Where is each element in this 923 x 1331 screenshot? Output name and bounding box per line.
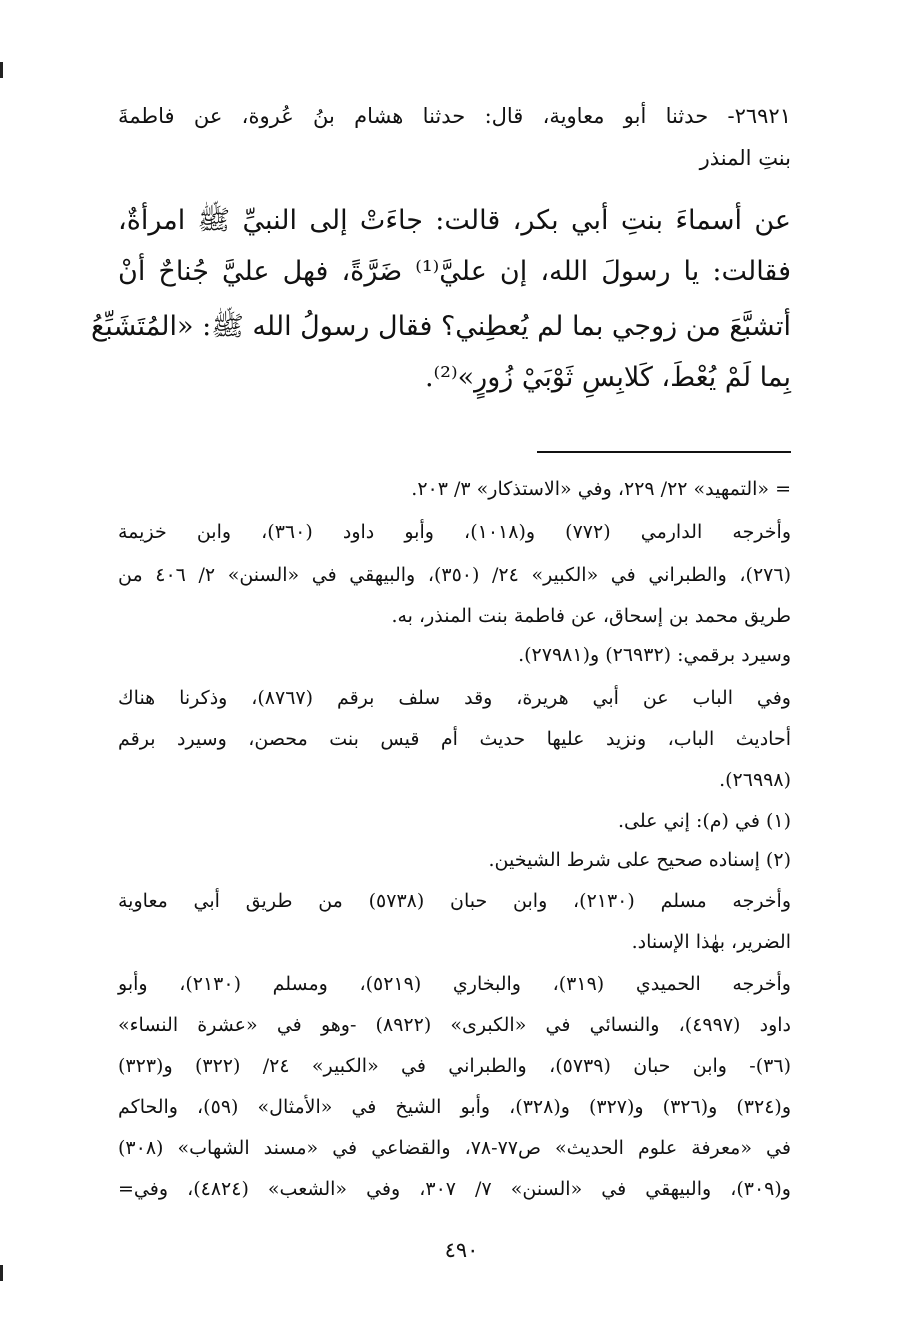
footnote-line: وأخرجه مسلم (٢١٣٠)، وابن حبان (٥٧٣٨) من طريق أبي معاوية	[118, 890, 792, 912]
footnote-line: الضرير، بهٰذا الإسناد.	[631, 931, 791, 953]
footnote-line: وفي الباب عن أبي هريرة، وقد سلف برقم (٨٧٦٧)، وذكرنا هناك	[118, 687, 791, 709]
footnote-line: داود (٤٩٩٧)، والنسائي في «الكبرى» (٨٩٢٢) -وهو في «عشرة النساء»	[118, 1014, 792, 1036]
footnote-line: (٣٦)- وابن حبان (٥٧٣٩)، والطبراني في «الكبير» ٢٤/ (٣٢٢) و(٣٢٣)	[118, 1055, 791, 1077]
footnote-line: أحاديث الباب، ونزيد عليها حديث أم قيس بنت محصن، وسيرد برقم	[118, 728, 791, 750]
footnote-line: = «التمهيد» ٢٢/ ٢٢٩، وفي «الاستذكار» ٣/ ٢٠٣.	[411, 478, 791, 500]
footnote-line: (٢٦٩٩٨).	[719, 769, 791, 791]
footnote-line: وأخرجه الدارمي (٧٧٢) و(١٠١٨)، وأبو داود (٣٦٠)، وابن خزيمة	[118, 521, 791, 543]
footnote-1: (١) في (م): إني على.	[617, 810, 791, 832]
hadith-header-line-1: ٢٦٩٢١- حدثنا أبو معاوية، قال: حدثنا هشام بنُ عُروة، عن فاطمةَ	[118, 104, 791, 128]
footnote-separator	[537, 451, 791, 453]
hadith-matn-line-2: فقالت: يا رسولَ الله، إن عليَّ⁽¹⁾ ضَرَّةً، فهل عليَّ جُناحٌ أنْ	[118, 256, 791, 287]
hadith-header-line-2: بنتِ المنذر	[699, 146, 791, 170]
hadith-matn-line-1: عن أسماءَ بنتِ أبي بكر، قالت: جاءَتْ إلى النبيِّ ﷺ امرأةٌ،	[118, 205, 791, 236]
footnote-line: طريق محمد بن إسحاق، عن فاطمة بنت المنذر، به.	[391, 605, 791, 627]
footnote-line: (٢٧٦)، والطبراني في «الكبير» ٢٤/ (٣٥٠)، والبيهقي في «السنن» ٢/ ٤٠٦ من	[118, 564, 791, 586]
footnote-line: وأخرجه الحميدي (٣١٩)، والبخاري (٥٢١٩)، ومسلم (٢١٣٠)، وأبو	[118, 973, 791, 995]
hadith-matn-line-4: بِما لَمْ يُعْطَ، كَلابِسِ ثَوْبَيْ زُورٍ»⁽²⁾.	[424, 362, 791, 393]
footnote-2: (٢) إسناده صحيح على شرط الشيخين.	[488, 849, 791, 871]
page-number: ٤٩٠	[444, 1238, 479, 1262]
footnote-line: و(٣٠٩)، والبيهقي في «السنن» ٧/ ٣٠٧، وفي «الشعب» (٤٨٢٤)، وفي=	[118, 1178, 791, 1200]
footnote-line: وسيرد برقمي: (٢٦٩٣٢) و(٢٧٩٨١).	[518, 644, 791, 666]
footnote-line: في «معرفة علوم الحديث» ص٧٧-٧٨، والقضاعي في «مسند الشهاب» (٣٠٨)	[118, 1137, 791, 1159]
footnote-line: و(٣٢٤) و(٣٢٦) و(٣٢٧) و(٣٢٨)، وأبو الشيخ في «الأمثال» (٥٩)، والحاكم	[118, 1096, 792, 1118]
binding-mark	[0, 1265, 3, 1281]
hadith-matn-line-3: أتشبَّعَ من زوجي بما لم يُعطِني؟ فقال رسولُ الله ﷺ: «المُتَشَبِّعُ	[90, 311, 791, 342]
binding-mark	[0, 62, 3, 78]
